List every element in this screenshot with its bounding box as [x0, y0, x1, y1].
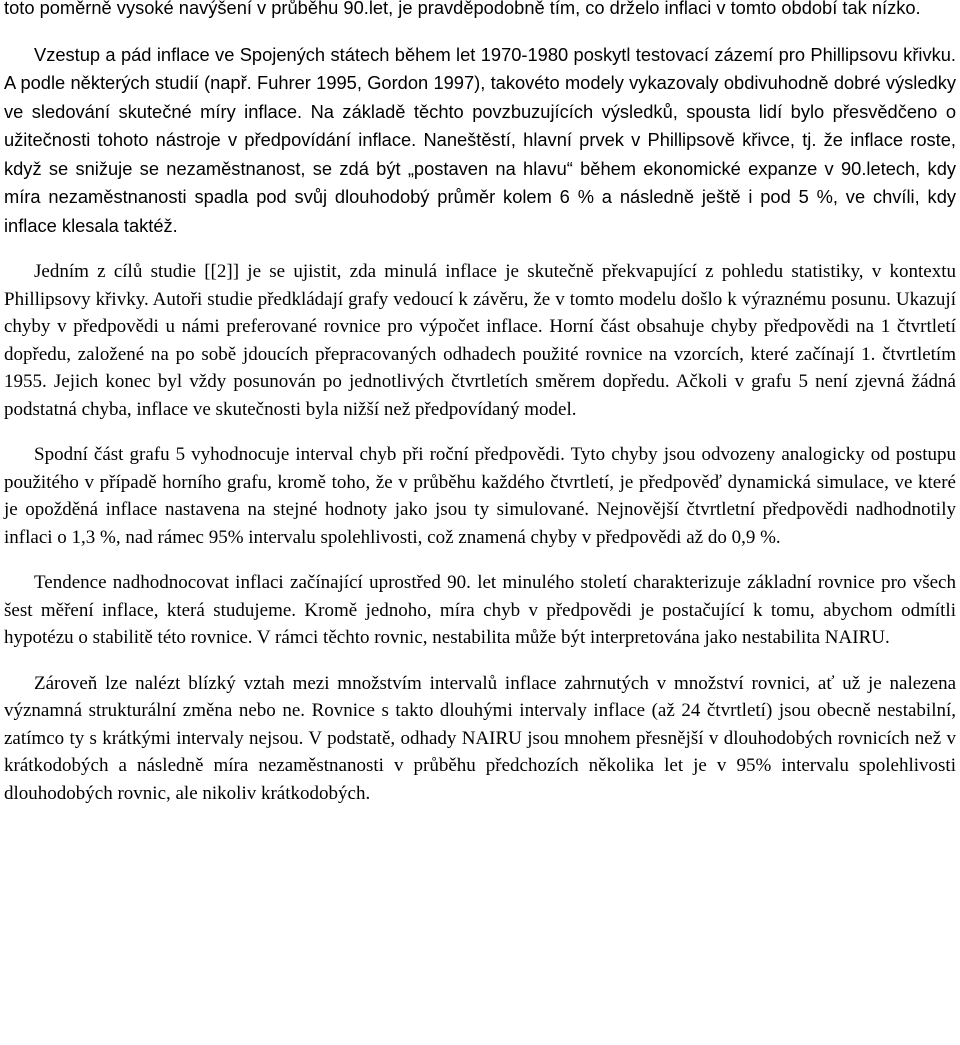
paragraph-1-text: toto poměrně vysoké navýšení v průběhu 90.let, je pravděpodobně tím, co drželo inflaci v tomto období tak nízko. [4, 0, 921, 18]
paragraph-3 [4, 258, 956, 423]
paragraph-2-text: Vzestup a pád inflace ve Spojených státech během let 1970-1980 poskytl testovací zázemí pro Phillipsovu křivku. A podle některých studií (např. Fuhrer 1995, Gordon 1997), takovéto modely vykazovaly obdivuhodně dobré výsledky ve sledování skutečné míry inflace. Na základě těchto povzbuzujících výsledků, spousta lidí bylo přesvědčeno o užitečnosti tohoto nástroje v předpovídání inflace. Naneštěstí, hlavní prvek v Phillipsově křivce, tj. že inflace roste, když se snižuje se nezaměstnanost, se zdá být „postaven na hlavu“ během ekonomické expanze v 90.letech, kdy míra nezaměstnanosti spadla pod svůj dlouhodobý průměr kolem 6 % a následně ještě i pod 5 %, ve chvíli, kdy inflace klesala taktéž. [4, 43, 956, 236]
paragraph-6-text: Zároveň lze nalézt blízký vztah mezi množstvím intervalů inflace zahrnutých v množství rovnici, ať už je nalezena významná strukturální změna nebo ne. Rovnice s takto dlouhými intervaly inflace (až 24 čtvrtletí) jsou obecně nestabilní, zatímco ty s krátkými intervaly nejsou. V podstatě, odhady NAIRU jsou mnohem přesnější v dlouhodobých rovnicích než v krátkodobých a následně míra nezaměstnanosti v průběhu předchozích několika let je v 95% intervalu spolehlivosti dlouhodobých rovnic, ale nikoliv krátkodobých. [4, 672, 956, 804]
paragraph-5-text: Tendence nadhodnocovat inflaci začínající uprostřed 90. let minulého století charakterizuje základní rovnice pro všech šest měření inflace, která studujeme. Kromě jednoho, míra chyb v předpovědi je postačující k tomu, abychom odmítli hypotézu o stabilitě této rovnice. V rámci těchto rovnic, nestabilita může být interpretována jako nestabilita NAIRU. [4, 572, 956, 648]
paragraph-5 [4, 569, 956, 652]
document-page [4, 0, 956, 825]
paragraph-4-text: Spodní část grafu 5 vyhodnocuje interval chyb při roční předpovědi. Tyto chyby jsou odvozeny analogicky od postupu použitého v případě horního grafu, kromě toho, že v průběhu každého čtvrtletí, je předpověď dynamická simulace, ve které je opožděná inflace nastavena na stejné hodnoty jako jsou ty simulované. Nejnovější čtvrtletní předpovědi nadhodnotily inflaci o 1,3 %, nad rámec 95% intervalu spolehlivosti, což znamená chyby v předpovědi až do 0,9 %. [4, 444, 956, 548]
paragraph-6 [4, 670, 956, 808]
paragraph-4 [4, 441, 956, 551]
paragraph-3-text: Jedním z cílů studie [[2]] je se ujistit, zda minulá inflace je skutečně překvapující z pohledu statistiky, v kontextu Phillipsovy křivky. Autoři studie předkládají grafy vedoucí k závěru, že v tomto modelu došlo k výraznému posunu. Ukazují chyby v předpovědi u námi preferované rovnice pro výpočet inflace. Horní část obsahuje chyby předpovědi na 1 čtvrtletí dopředu, založené na po sobě jdoucích přepracovaných odhadech použité rovnice na vzorcích, které začínají 1. čtvrtletím 1955. Jejich konec byl vždy posunován po jednotlivých čtvrtletích směrem dopředu. Ačkoli v grafu 5 není zjevná žádná podstatná chyba, inflace ve skutečnosti byla nižší než předpovídaný model. [4, 261, 956, 420]
paragraph-1 [4, 0, 956, 23]
paragraph-2 [4, 41, 956, 241]
